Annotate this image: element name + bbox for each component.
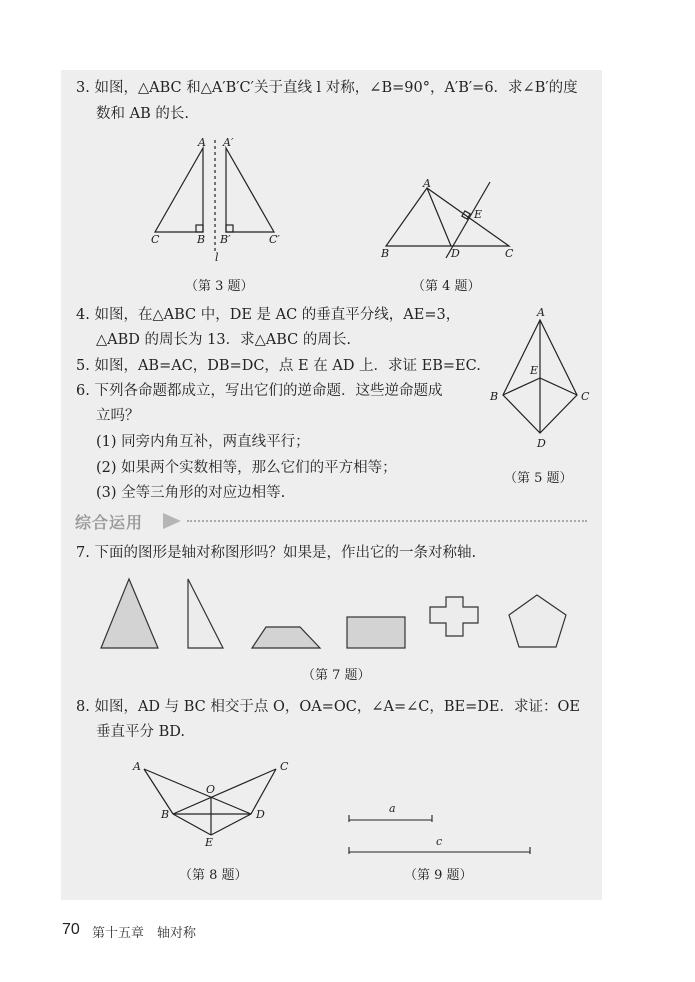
fig5-label-B: B xyxy=(490,390,499,403)
problem-4-text-cont: △ABD 的周长为 13．求△ABC 的周长. xyxy=(96,332,351,348)
pentagon-shape xyxy=(509,595,566,647)
fig4-label-B: B xyxy=(381,247,390,260)
figure-9-caption: （第 9 题） xyxy=(404,868,473,883)
triangle-abc xyxy=(155,148,203,232)
figure-3-caption: （第 3 题） xyxy=(185,279,254,294)
figure-8-caption: （第 8 题） xyxy=(179,868,248,883)
fig3-label-l: l xyxy=(215,251,219,264)
section-header xyxy=(75,510,590,532)
fig5-label-C: C xyxy=(581,390,590,403)
chapter-title: 第十五章 轴对称 xyxy=(92,926,197,941)
fig9-label-a: a xyxy=(389,802,396,815)
fig5-label-E: E xyxy=(530,364,539,377)
fig9-label-c: c xyxy=(436,835,443,848)
problem-6-text: 6. 下列各命题都成立，写出它们的逆命题．这些逆命题成 xyxy=(76,383,443,399)
problem-7-text: 7. 下面的图形是轴对称图形吗？如果是，作出它的一条对称轴. xyxy=(76,545,477,561)
problem-8-text-cont: 垂直平分 BD. xyxy=(96,724,185,740)
page-number: 70 xyxy=(62,921,80,938)
fig8-label-D: D xyxy=(256,808,265,821)
fig3-label-B: B xyxy=(197,233,206,246)
problem-6-item-1: (1) 同旁内角互补，两直线平行； xyxy=(96,434,310,450)
section-title: 综合运用 xyxy=(75,513,144,532)
problem-6-item-2: (2) 如果两个实数相等，那么它们的平方相等； xyxy=(96,460,397,476)
fig3-label-B1: B′ xyxy=(220,233,231,246)
play-arrow-icon xyxy=(163,513,181,529)
problem-4-text: 4. 如图，在△ABC 中，DE 是 AC 的垂直平分线，AE=3， xyxy=(76,307,461,323)
problem-3-text: 3. 如图，△ABC 和△A′B′C′关于直线 l 对称，∠B=90°，A′B′=6．求∠B′的度 xyxy=(76,80,578,96)
right-triangle-shape xyxy=(188,579,223,648)
problem-6-item-3: (3) 全等三角形的对应边相等. xyxy=(96,485,286,501)
fig8-label-A: A xyxy=(133,760,141,773)
problem-6-text-cont: 立吗？ xyxy=(96,408,140,424)
section-divider xyxy=(187,520,587,522)
fig8-label-O: O xyxy=(206,783,216,796)
figure-5-caption: （第 5 题） xyxy=(504,471,573,486)
fig5-label-A: A xyxy=(537,306,545,319)
fig5-label-D: D xyxy=(537,437,546,450)
fig4-label-A: A xyxy=(423,177,431,190)
triangle-a1b1c1 xyxy=(226,148,274,232)
fig3-label-C1: C′ xyxy=(269,233,280,246)
fig4-label-E: E xyxy=(474,208,483,221)
fig3-label-C: C xyxy=(151,233,160,246)
cross-shape xyxy=(430,597,478,636)
fig3-label-A: A xyxy=(198,136,206,149)
problem-5-text: 5. 如图，AB=AC，DB=DC，点 E 在 AD 上．求证 EB=EC. xyxy=(76,358,481,374)
figure-5 xyxy=(495,305,595,455)
figure-7 xyxy=(95,575,585,655)
figure-9 xyxy=(345,810,540,860)
figure-3 xyxy=(140,130,310,270)
rectangle-shape xyxy=(347,617,405,648)
fig3-label-A1: A′ xyxy=(223,136,234,149)
figure-7-caption: （第 7 题） xyxy=(302,668,371,683)
figure-8 xyxy=(130,755,300,855)
fig8-label-E: E xyxy=(205,836,214,849)
isosceles-triangle-shape xyxy=(101,579,158,648)
figure-4-caption: （第 4 题） xyxy=(412,279,481,294)
fig8-label-B: B xyxy=(161,808,170,821)
fig4-label-D: D xyxy=(451,247,460,260)
fig8-label-C: C xyxy=(280,760,289,773)
problem-3-text-cont: 数和 AB 的长. xyxy=(96,106,189,122)
problem-8-text: 8. 如图，AD 与 BC 相交于点 O，OA=OC，∠A=∠C，BE=DE．求证：OE xyxy=(76,699,580,715)
fig4-label-C: C xyxy=(505,247,514,260)
trapezoid-shape xyxy=(252,627,320,648)
